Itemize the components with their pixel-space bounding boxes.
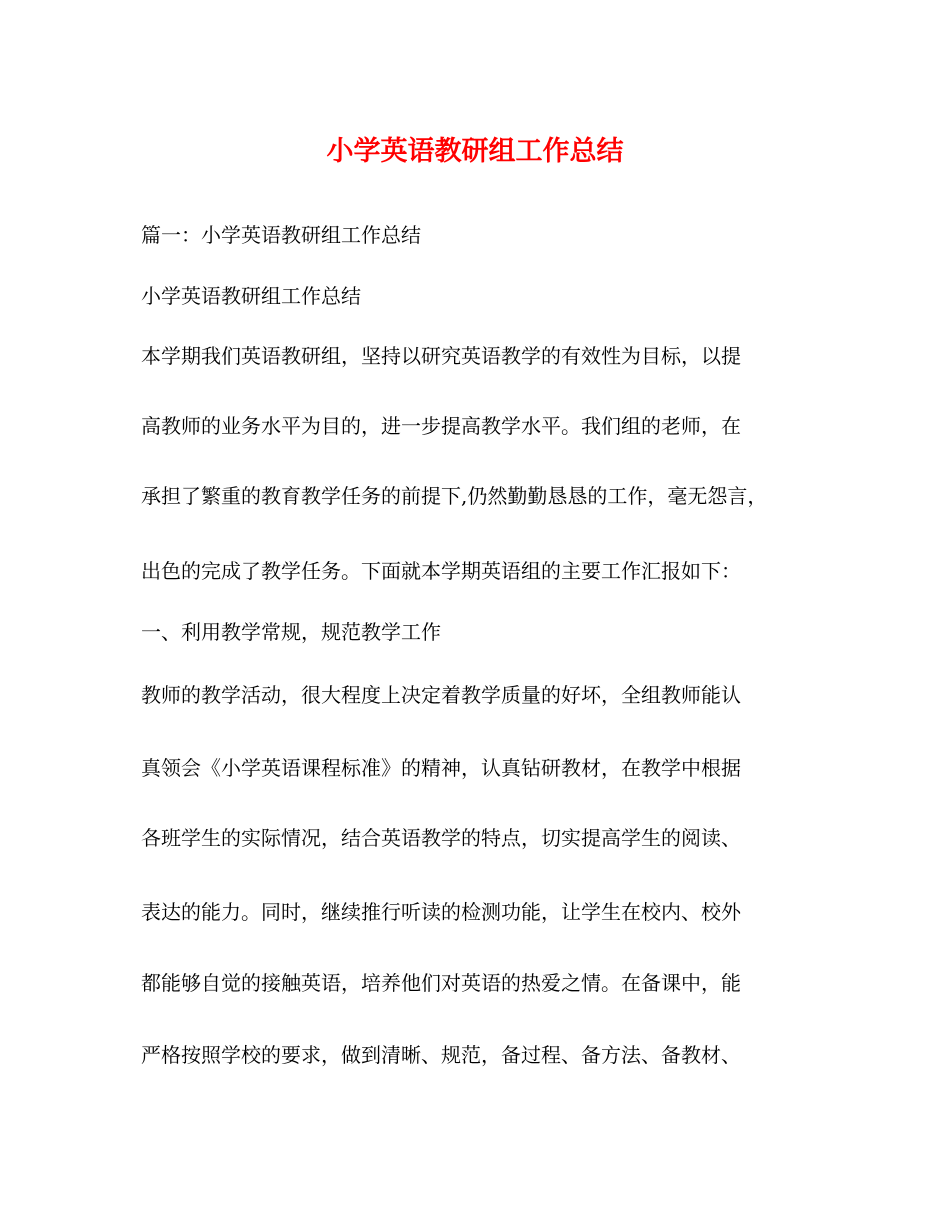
text-line-10: 各班学生的实际情况，结合英语教学的特点，切实提高学生的阅读、 (141, 826, 741, 850)
text-line-12: 都能够自觉的接触英语，培养他们对英语的热爱之情。在备课中，能 (141, 971, 741, 995)
document-title: 小学英语教研组工作总结 (326, 136, 624, 167)
text-line-1: 篇一：小学英语教研组工作总结 (141, 223, 421, 247)
text-line-4: 高教师的业务水平为目的，进一步提高教学水平。我们组的老师，在 (141, 414, 741, 438)
text-line-9: 真领会《小学英语课程标准》的精神，认真钻研教材，在教学中根据 (141, 756, 741, 780)
text-line-8: 教师的教学活动，很大程度上决定着教学质量的好坏，全组教师能认 (141, 683, 741, 707)
text-line-11: 表达的能力。同时，继续推行听读的检测功能，让学生在校内、校外 (141, 900, 741, 924)
text-line-3: 本学期我们英语教研组，坚持以研究英语教学的有效性为目标，以提 (141, 344, 741, 368)
text-line-6: 出色的完成了教学任务。下面就本学期英语组的主要工作汇报如下： (141, 559, 741, 583)
text-line-13: 严格按照学校的要求，做到清晰、规范，备过程、备方法、备教材、 (141, 1043, 741, 1067)
text-line-2: 小学英语教研组工作总结 (141, 284, 361, 308)
text-line-7: 一、利用教学常规，规范教学工作 (141, 620, 441, 644)
text-line-5: 承担了繁重的教育教学任务的前提下,仍然勤勤恳恳的工作，毫无怨言， (141, 484, 768, 508)
